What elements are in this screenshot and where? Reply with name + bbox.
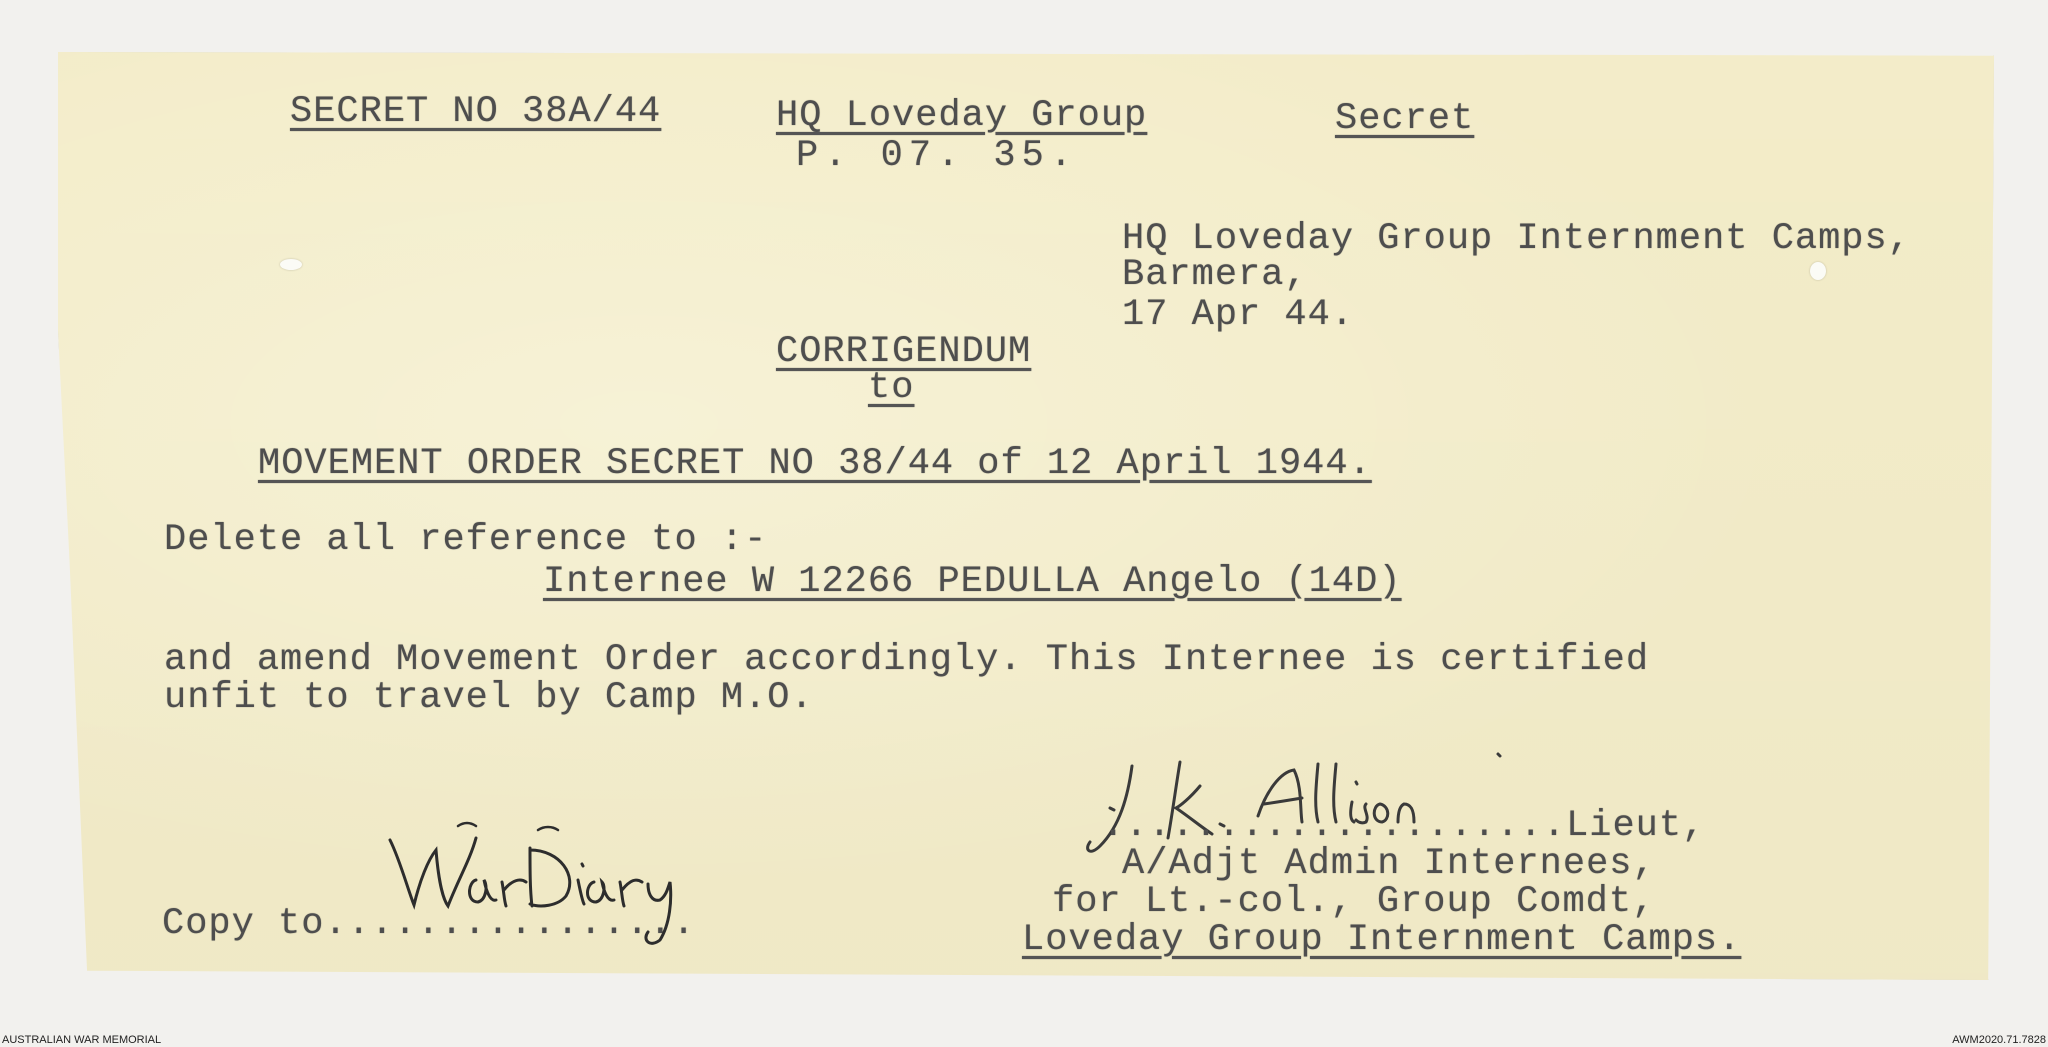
document-title-to: to — [868, 367, 915, 409]
delete-instruction: Delete all reference to :- — [164, 519, 768, 561]
document-title: CORRIGENDUM — [776, 331, 1032, 373]
punch-hole-left — [280, 259, 302, 270]
copy-to-label: Copy to................ — [162, 903, 696, 945]
subject-line: MOVEMENT ORDER SECRET NO 38/44 of 12 April 1944. — [258, 443, 1372, 485]
address-line-1: HQ Loveday Group Internment Camps, — [1122, 218, 1911, 260]
amend-text-line-2: unfit to travel by Camp M.O. — [164, 677, 814, 719]
amend-text-line-1: and amend Movement Order accordingly. This Internee is certified — [164, 639, 1650, 681]
signatory-unit: Loveday Group Internment Camps. — [1022, 919, 1742, 961]
address-line-2: Barmera, — [1122, 254, 1308, 296]
footer-accession-number: AWM2020.71.7828 — [1952, 1034, 2046, 1046]
handwritten-copy-recipient — [380, 820, 740, 950]
footer-institution: AUSTRALIAN WAR MEMORIAL — [2, 1034, 162, 1046]
internee-reference: Internee W 12266 PEDULLA Angelo (14D) — [543, 561, 1402, 603]
address-date: 17 Apr 44. — [1122, 294, 1355, 336]
signatory-for-line: for Lt.-col., Group Comdt, — [1052, 881, 1656, 923]
signature-dots-rank: ....................Lieut, — [1102, 805, 1706, 847]
file-reference: P. 07. 35. — [796, 135, 1079, 177]
hq-heading: HQ Loveday Group — [776, 95, 1148, 137]
secret-reference-number: SECRET NO 38A/44 — [290, 91, 662, 133]
punch-hole-right — [1810, 262, 1826, 280]
signatory-role: A/Adjt Admin Internees, — [1122, 843, 1656, 885]
classification-label: Secret — [1335, 98, 1475, 140]
